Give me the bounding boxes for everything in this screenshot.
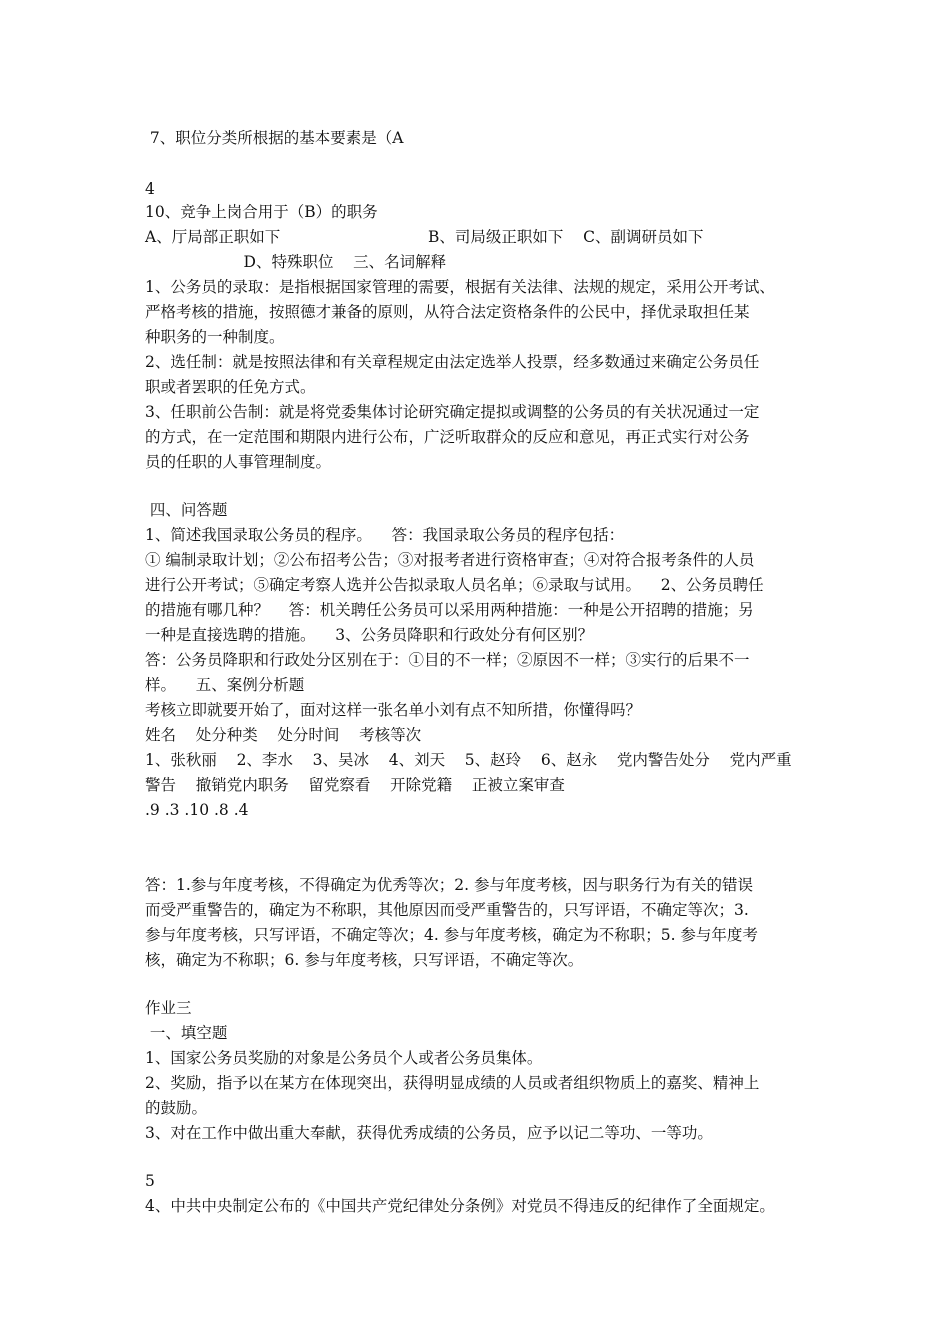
text-line: 职或者罢职的任免方式。 xyxy=(145,378,316,396)
text-line: 进行公开考试；⑤确定考察人选并公告拟录取人员名单；⑥录取与试用。 2、公务员聘任 xyxy=(145,576,764,594)
text-line: 7、职位分类所根据的基本要素是（A xyxy=(145,129,404,147)
text-line: 严格考核的措施，按照德才兼备的原则，从符合法定资格条件的公民中，择优录取担任某 xyxy=(145,303,750,321)
text-line: 2、选任制：就是按照法律和有关章程规定由法定选举人投票，经多数通过来确定公务员任 xyxy=(145,353,760,371)
text-line: 考核立即就要开始了，面对这样一张名单小刘有点不知所措，你懂得吗？ xyxy=(145,701,642,719)
text-line: 警告 撤销党内职务 留党察看 开除党籍 正被立案审查 xyxy=(145,776,565,794)
text-line: 2、奖励，指予以在某方在体现突出，获得明显成绩的人员或者组织物质上的嘉奖、精神上 xyxy=(145,1074,760,1092)
text-line: 的鼓励。 xyxy=(145,1099,208,1117)
text-line: 答：1.参与年度考核，不得确定为优秀等次；2. 参与年度考核，因与职务行为有关的错误 xyxy=(145,876,754,894)
text-line: 10、竞争上岗合用于（B）的职务 xyxy=(145,203,378,221)
text-line: 一种是直接选聘的措施。 3、公务员降职和行政处分有何区别？ xyxy=(145,626,594,644)
text-line: ① 编制录取计划；②公布招考公告；③对报考者进行资格审查；④对符合报考条件的人员 xyxy=(145,551,755,569)
text-line: 员的任职的人事管理制度。 xyxy=(145,453,332,471)
text-line: 4、中共中央制定公布的《中国共产党纪律处分条例》对党员不得违反的纪律作了全面规定。 xyxy=(145,1197,775,1215)
text-line: A、厅局部正职如下 B、司局级正职如下 C、副调研员如下 xyxy=(145,228,704,246)
text-line: 而受严重警告的，确定为不称职，其他原因而受严重警告的，只写评语，不确定等次；3. xyxy=(145,901,749,919)
text-line: 的方式，在一定范围和期限内进行公布，广泛听取群众的反应和意见，再正式实行对公务 xyxy=(145,428,750,446)
text-line: 3、任职前公告制：就是将党委集体讨论研究确定提拟或调整的公务员的有关状况通过一定 xyxy=(145,403,760,421)
text-line: D、特殊职位 三、名词解释 xyxy=(145,253,447,271)
section-heading: 一、填空题 xyxy=(145,1024,228,1042)
text-line: 种职务的一种制度。 xyxy=(145,328,285,346)
text-line: .9 .3 .10 .8 .4 xyxy=(145,801,249,819)
text-line: 3、对在工作中做出重大奉献，获得优秀成绩的公务员，应予以记二等功、一等功。 xyxy=(145,1124,713,1142)
text-line: 1、国家公务员奖励的对象是公务员个人或者公务员集体。 xyxy=(145,1049,543,1067)
text-line: 样。 五、案例分析题 xyxy=(145,676,305,694)
text-line: 1、简述我国录取公务员的程序。 答：我国录取公务员的程序包括： xyxy=(145,526,625,544)
text-line: 参与年度考核，只写评语，不确定等次；4. 参与年度考核，确定为不称职；5. 参与年度考 xyxy=(145,926,758,944)
text-line: 1、公务员的录取：是指根据国家管理的需要，根据有关法律、法规的规定，采用公开考试、 xyxy=(145,278,775,296)
section-heading: 四、问答题 xyxy=(145,501,228,519)
text-line: 姓名 处分种类 处分时间 考核等次 xyxy=(145,726,422,744)
section-heading: 作业三 xyxy=(145,999,192,1017)
page-number: 5 xyxy=(145,1172,155,1190)
text-line: 的措施有哪几种？ 答：机关聘任公务员可以采用两种措施：一种是公开招聘的措施；另 xyxy=(145,601,754,619)
text-line: 答：公务员降职和行政处分区别在于：①目的不一样；②原因不一样；③实行的后果不一 xyxy=(145,651,750,669)
text-line: 1、张秋丽 2、李水 3、吴冰 4、刘天 5、赵玲 6、赵永 党内警告处分 党内严重 xyxy=(145,751,792,769)
page-number: 4 xyxy=(145,180,155,198)
text-line: 核，确定为不称职；6. 参与年度考核，只写评语，不确定等次。 xyxy=(145,951,584,969)
